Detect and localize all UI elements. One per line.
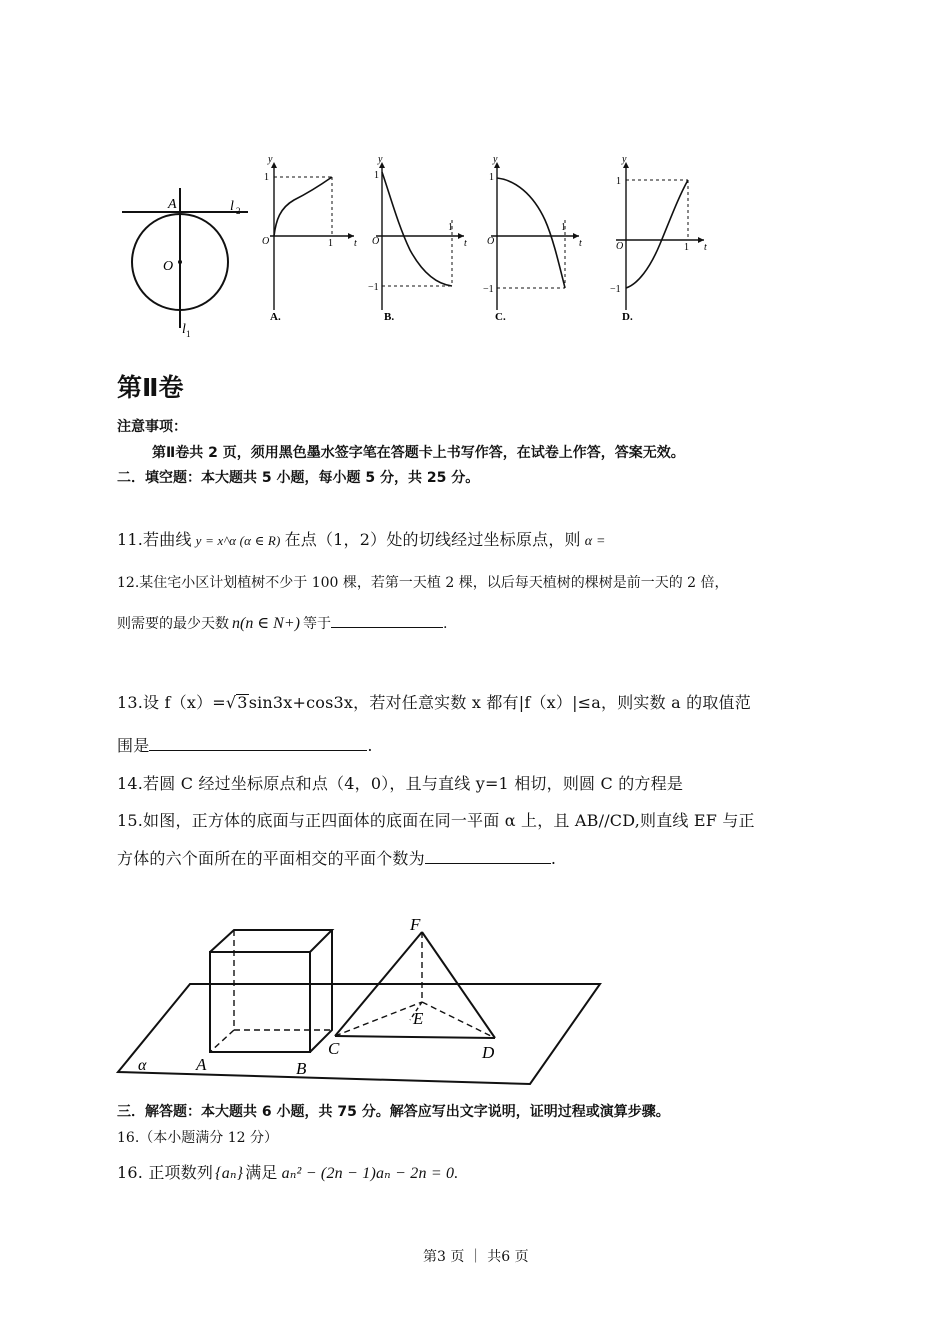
option-C: C.	[495, 311, 506, 323]
label-D: D	[482, 1043, 495, 1062]
section-title: 第Ⅱ卷	[117, 373, 184, 402]
svg-text:y: y	[378, 154, 383, 165]
svg-text:y: y	[622, 154, 627, 165]
answer-blank-12[interactable]	[331, 613, 443, 628]
option-A: A.	[270, 311, 281, 323]
svg-text:−1: −1	[368, 282, 379, 293]
question-16-note: 16.（本小题满分 12 分）	[117, 1130, 278, 1146]
svg-text:1: 1	[561, 222, 566, 233]
svg-text:t: t	[704, 242, 707, 253]
answer-blank-15[interactable]	[425, 849, 551, 864]
question-14: 14.若圆 C 经过坐标原点和点（4，0），且与直线 y=1 相切，则圆 C 的方程是	[117, 774, 684, 793]
svg-text:−1: −1	[610, 284, 621, 295]
svg-text:1: 1	[374, 170, 379, 181]
svg-text:O: O	[487, 236, 495, 247]
notice-text: 第Ⅱ卷共 2 页，须用黑色墨水签字笔在答题卡上书写作答，在试卷上作答，答案无效。	[152, 445, 685, 461]
solve-heading: 三．解答题：本大题共 6 小题，共 75 分。解答应写出文字说明，证明过程或演算步骤。	[117, 1104, 670, 1120]
svg-text:t: t	[464, 238, 467, 249]
label-l2-sub: 2	[236, 206, 241, 216]
svg-text:O: O	[372, 236, 380, 247]
graph-A	[262, 154, 357, 323]
label-C: C	[328, 1039, 340, 1058]
svg-text:1: 1	[448, 222, 453, 233]
label-alpha: α	[138, 1057, 147, 1074]
question-11: 11.若曲线 y = x^α (α ∈ R) 在点（1，2）处的切线经过坐标原点，则 α =	[117, 530, 606, 549]
svg-text:t: t	[354, 238, 357, 249]
label-F: F	[410, 915, 421, 934]
question-12-line2: 则需要的最少天数 n(n ∈ N+) 等于 .	[117, 615, 448, 632]
label-l1: l	[182, 322, 186, 337]
fill-heading: 二．填空题：本大题共 5 小题，每小题 5 分，共 25 分。	[117, 470, 480, 486]
svg-text:O: O	[616, 241, 624, 252]
label-O: O	[163, 259, 174, 274]
circle-diagram	[122, 188, 248, 339]
label-l2: l	[230, 199, 234, 214]
svg-text:t: t	[579, 238, 582, 249]
question-12-line1: 12.某住宅小区计划植树不少于 100 棵，若第一天植 2 棵，以后每天植树的棵树是前一天的 2 倍，	[117, 575, 729, 591]
svg-text:1: 1	[616, 176, 621, 187]
svg-text:y: y	[268, 154, 273, 165]
question-13-line2: 围是 .	[117, 736, 373, 755]
page-footer: 第3 页 ｜ 共6 页	[423, 1249, 529, 1265]
figure-cube-tetrahedron	[110, 912, 610, 1092]
question-15-line2: 方体的六个面所在的平面相交的平面个数为 .	[117, 849, 557, 868]
label-l1-sub: 1	[186, 329, 191, 339]
notice-heading: 注意事项：	[117, 419, 187, 435]
option-D: D.	[622, 311, 633, 323]
label-B: B	[296, 1059, 307, 1078]
svg-text:1: 1	[264, 172, 269, 183]
question-16: 16. 正项数列 {aₙ} 满足 aₙ² − (2n − 1)aₙ − 2n = 0.	[117, 1163, 459, 1182]
answer-blank-13[interactable]	[149, 736, 367, 751]
figure-circle-graphs	[110, 150, 710, 350]
option-B: B.	[384, 311, 395, 323]
svg-text:−1: −1	[483, 284, 494, 295]
label-E: E	[413, 1009, 424, 1028]
svg-text:1: 1	[684, 242, 689, 253]
question-15-line1: 15.如图，正方体的底面与正四面体的底面在同一平面 α 上，且 AB//CD,则直线 EF 与正	[117, 811, 755, 830]
svg-text:1: 1	[328, 238, 333, 249]
label-A: A	[168, 197, 177, 212]
graph-D	[610, 154, 707, 323]
svg-text:1: 1	[489, 172, 494, 183]
graph-C	[483, 154, 582, 323]
label-A2: A	[196, 1055, 207, 1074]
svg-text:y: y	[493, 154, 498, 165]
question-13-line1: 13.设 f（x）=√3sin3x+cos3x，若对任意实数 x 都有|f（x）|≤a，则实数 a 的取值范	[117, 693, 751, 712]
graph-B	[368, 154, 467, 323]
svg-text:O: O	[262, 236, 270, 247]
